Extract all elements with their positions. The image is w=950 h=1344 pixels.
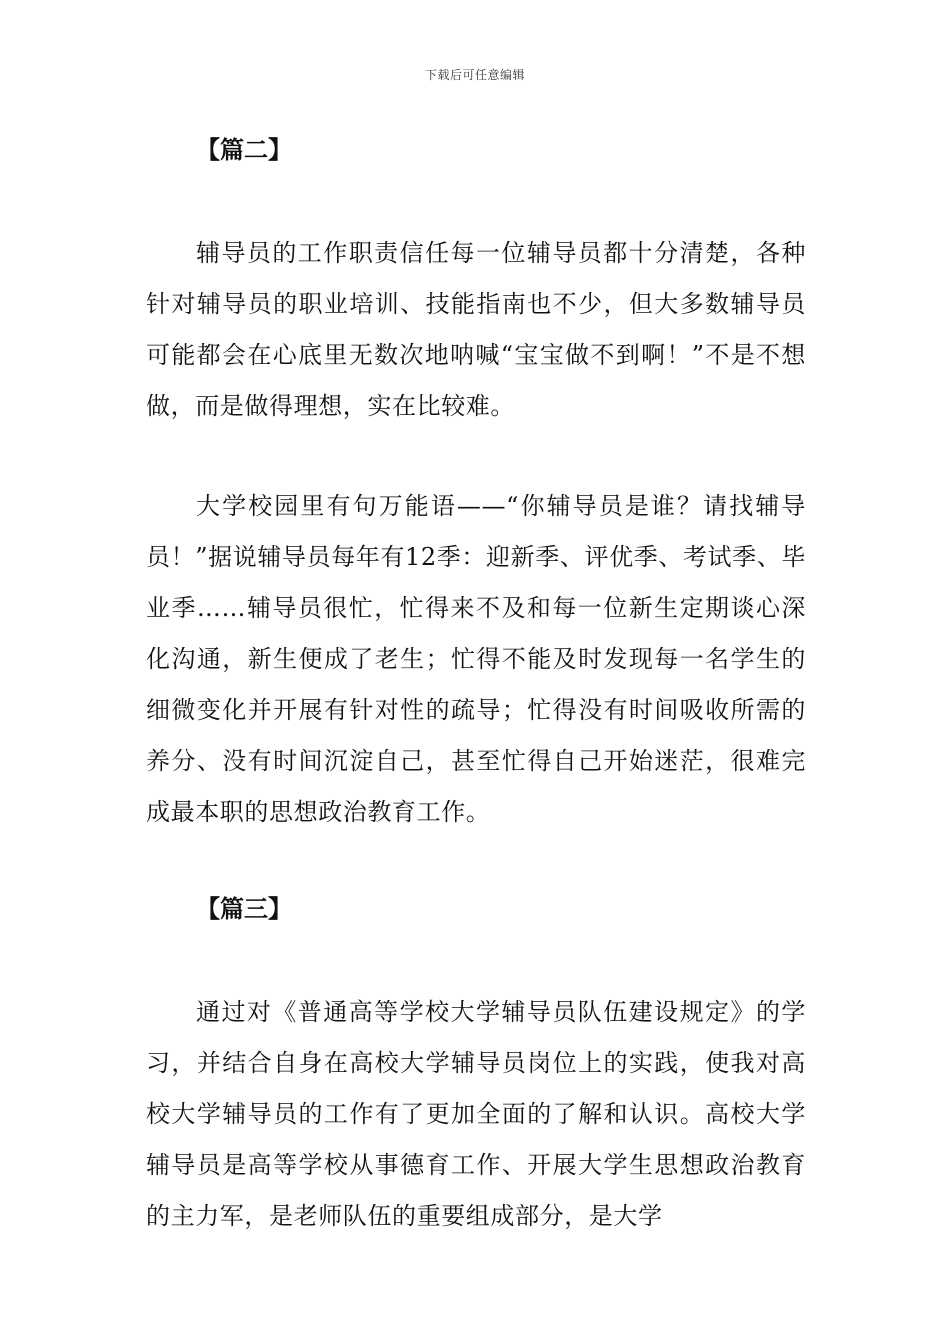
paragraph: 大学校园里有句万能语——“你辅导员是谁？请找辅导员！”据说辅导员每年有12季：迎新季、评优季、考试季、毕业季……辅导员很忙，忙得来不及和每一位新生定期谈心深化沟通，新生便成了老生；忙得不能及时发现每一名学生的细微变化并开展有针对性的疏导；忙得没有时间吸收所需的养分、没有时间沉淀自己，甚至忙得自己开始迷茫，很难完成最本职的思想政治教育工作。 [146, 492, 806, 826]
document-body [146, 128, 806, 1242]
header-note: 下载后可任意编辑 [424, 68, 525, 82]
section-title-2: 【篇二】 [196, 135, 292, 164]
paragraph: 辅导员的工作职责信任每一位辅导员都十分清楚，各种针对辅导员的职业培训、技能指南也不少，但大多数辅导员可能都会在心底里无数次地呐喊“宝宝做不到啊！”不是不想做，而是做得理想，实在比较难。 [146, 239, 806, 420]
paragraph: 通过对《普通高等学校大学辅导员队伍建设规定》的学习，并结合自身在高校大学辅导员岗位上的实践，使我对高校大学辅导员的工作有了更加全面的了解和认识。高校大学辅导员是高等学校从事德育工作、开展大学生思想政治教育的主力军，是老师队伍的重要组成部分，是大学 [146, 998, 806, 1230]
section-title-3: 【篇三】 [196, 894, 292, 923]
